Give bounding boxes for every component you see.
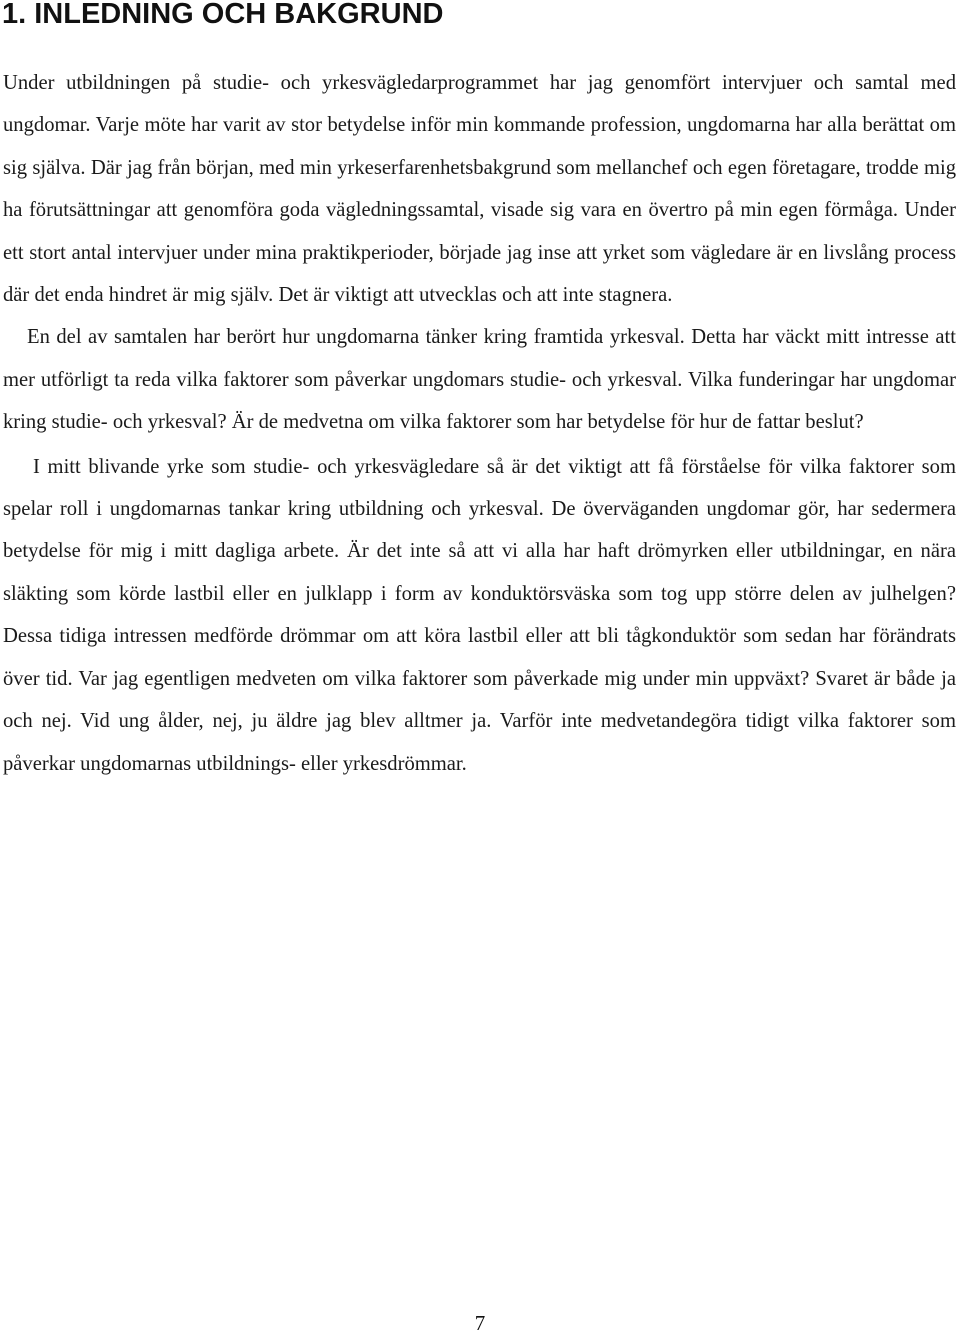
body-text — [3, 62, 956, 785]
paragraph-3: I mitt blivande yrke som studie- och yrkesvägledare så är det viktigt att få förståelse för vilka faktorer som spelar roll i ungdomarnas tankar kring utbildning och yrkesval. De överväganden ungdomar gör, har sedermera betydelse för mig i mitt dagliga arbete. Är det inte så att vi alla har haft drömyrken eller utbildningar, en nära släkting som körde lastbil eller en julklapp i form av konduktörsväska som tog upp större delen av julhelgen? Dessa tidiga intressen medförde drömmar om att köra lastbil eller att bli tågkonduktör som sedan har förändrats över tid. Var jag egentligen medveten om vilka faktorer som påverkade mig under min uppväxt? Svaret är både ja och nej. Vid ung ålder, nej, ju äldre jag blev alltmer ja. Varför inte medvetandegöra tidigt vilka faktorer som påverkar ungdomarnas utbildnings- eller yrkesdrömmar. — [3, 455, 956, 775]
paragraph-2: En del av samtalen har berört hur ungdomarna tänker kring framtida yrkesval. Detta har väckt mitt intresse att mer utförligt ta reda vilka faktorer som påverkar ungdomars studie- och yrkesval. Vilka funderingar har ungdomar kring studie- och yrkesval? Är de medvetna om vilka faktorer som har betydelse för hur de fattar beslut? — [3, 326, 956, 434]
paragraph-1: Under utbildningen på studie- och yrkesvägledarprogrammet har jag genomfört intervjuer och samtal med ungdomar. Varje möte har varit av stor betydelse inför min kommande profession, ungdomarna har alla berättat om sig själva. Där jag från början, med min yrkeserfarenhetsbakgrund som mellanchef och egen företagare, trodde mig ha förutsättningar att genomföra goda vägledningssamtal, visade sig vara en övertro på min egen förmåga. Under ett stort antal intervjuer under mina praktikperioder, började jag inse att yrket som vägledare är en livslång process där det enda hindret är mig själv. Det är viktigt att utvecklas och att inte stagnera. — [3, 72, 956, 307]
section-heading: 1. INLEDNING OCH BAKGRUND — [2, 0, 444, 30]
page-number-container — [0, 1310, 960, 1336]
page-number: 7 — [474, 1311, 486, 1335]
